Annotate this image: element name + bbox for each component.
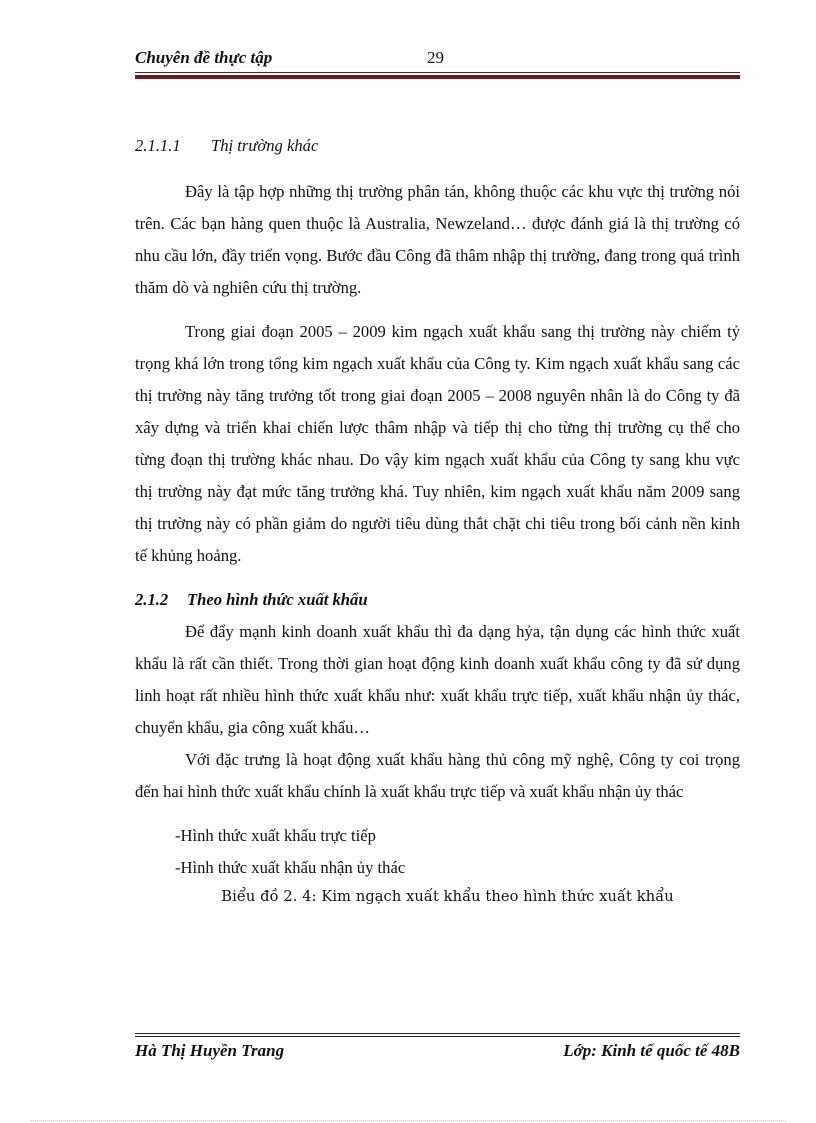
section-title: Thị trường khác	[211, 136, 319, 155]
page-body	[135, 130, 740, 910]
section-number: 2.1.2	[135, 590, 169, 609]
header-title: Chuyên đề thực tập	[135, 48, 273, 67]
section-number: 2.1.1.1	[135, 136, 181, 155]
footer-rule	[135, 1033, 740, 1039]
header-rule	[135, 72, 740, 79]
section-heading-212	[135, 584, 740, 616]
footer-class: Lớp: Kinh tế quốc tế 48B	[563, 1041, 740, 1060]
paragraph: Để đẩy mạnh kinh doanh xuất khẩu thì đa dạng hỷa, tận dụng các hình thức xuất khẩu là rất cần thiết. Trong thời gian hoạt động kinh doanh xuất khẩu công ty đã sử dụng linh hoạt rất nhiều hình thức xuất khẩu như: xuất khẩu trực tiếp, xuất khẩu nhận ủy thác, chuyển khẩu, gia công xuất khẩu…	[135, 622, 740, 737]
page-edge-divider	[30, 1120, 786, 1121]
page-number: 29	[427, 48, 444, 67]
list-item: -Hình thức xuất khẩu trực tiếp	[175, 826, 376, 845]
section-heading-2111	[135, 130, 740, 162]
section-title: Theo hình thức xuất khẩu	[187, 590, 368, 609]
footer-author: Hà Thị Huyền Trang	[135, 1041, 285, 1060]
page-header	[135, 48, 740, 68]
paragraph: Trong giai đoạn 2005 – 2009 kim ngạch xuất khẩu sang thị trường này chiếm tỷ trọng khá lớn trong tổng kim ngạch xuất khẩu của Công ty. Kim ngạch xuất khẩu sang các thị trường này tăng trưởng tốt trong giai đoạn 2005 – 2008 nguyên nhân là do Công ty đã xây dựng và triển khai chiến lược thâm nhập và tiếp thị cho từng thị trường cụ thể cho từng đoạn thị trường khác nhau. Do vậy kim ngạch xuất khẩu của Công ty sang khu vực thị trường này đạt mức tăng trưởng khá. Tuy nhiên, kim ngạch xuất khẩu năm 2009 sang thị trường này có phần giảm do người tiêu dùng thắt chặt chi tiêu trong bối cảnh nền kinh tế khủng hoảng.	[135, 322, 740, 565]
list-item: -Hình thức xuất khẩu nhận ủy thác	[175, 858, 406, 877]
paragraph: Với đặc trưng là hoạt động xuất khẩu hàng thủ công mỹ nghệ, Công ty coi trọng đến hai hình thức xuất khẩu chính là xuất khẩu trực tiếp và xuất khẩu nhận ủy thác	[135, 750, 740, 801]
paragraph: Đây là tập hợp những thị trường phân tán, không thuộc các khu vực thị trường nói trên. Các bạn hàng quen thuộc là Australia, Newzeland… được đánh giá là thị trường có nhu cầu lớn, đầy triển vọng. Bước đầu Công đã thâm nhập thị trường, đang trong quá trình thăm dò và nghiên cứu thị trường.	[135, 182, 740, 297]
chart-caption: Biểu đồ 2. 4: Kim ngạch xuất khẩu theo hình thức xuất khẩu	[221, 888, 674, 905]
